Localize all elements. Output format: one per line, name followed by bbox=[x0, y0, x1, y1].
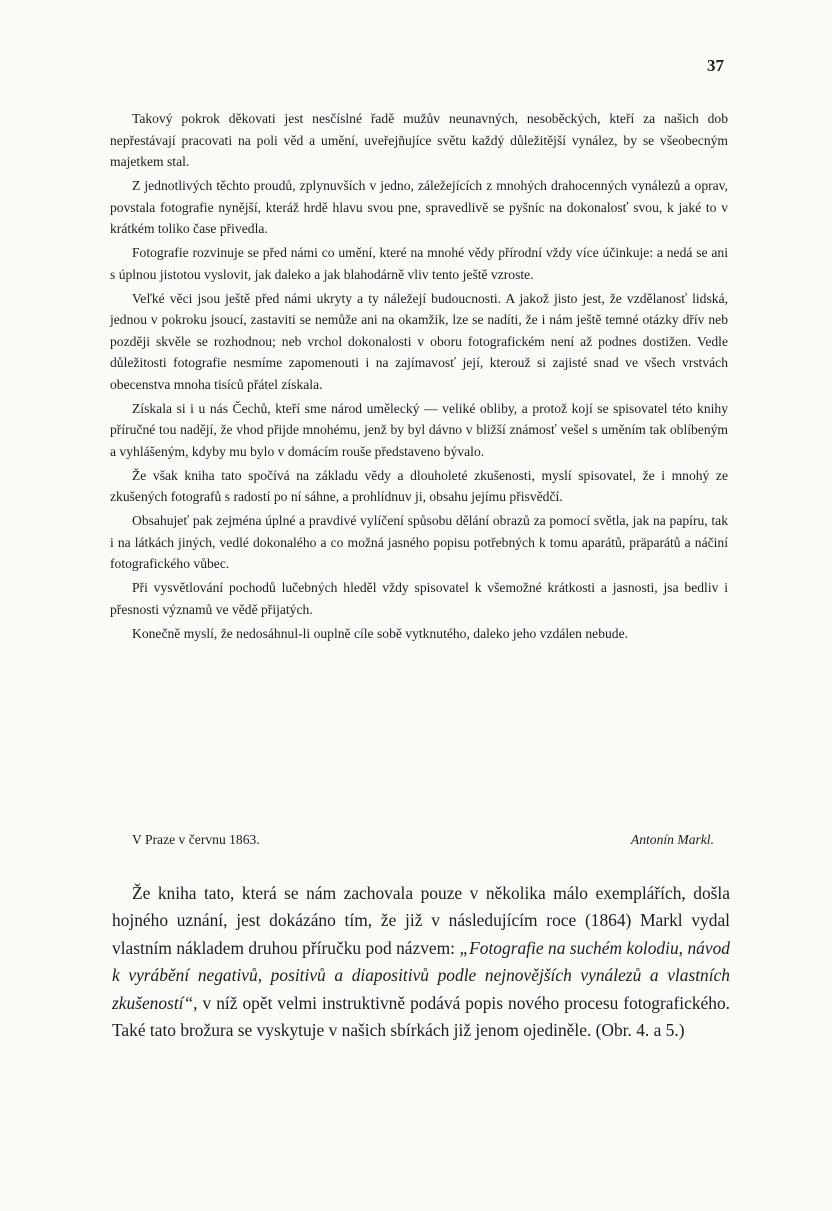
foreword-paragraph: Konečně myslí, že nedosáhnul-li ouplně cíle sobě vytknutého, daleko jeho vzdálen nebude. bbox=[132, 625, 629, 641]
foreword-paragraph: Fotografie rozvinuje se před námi co umění, které na mnohé vědy přírodní vždy více účinkuje: a nedá se ani s úplnou jistotou vyslovit, jak daleko a jak blahodárně vliv tento ještě vzroste. bbox=[110, 245, 728, 282]
page-number: 37 bbox=[707, 56, 724, 75]
commentary-paragraph bbox=[112, 880, 730, 1044]
foreword-paragraph: Veľké věci jsou ještě před námi ukryty a ty náležejí budoucnosti. A jakož jisto jest, že vzdělanosť lidská, jednou v pokroku jsoucí, zastaviti se nemůže ani na okamžik, lze se nadíti, že i nám ještě temné otázky dřív neb později skvěle se rozhodnou; neb vrchol dokonalosti v oboru fotografickém není až podnes dostižen. Vedle důležitosti fotografie nesmíme zapomenouti i na zajímavosť její, kterouž si zajisté snad ve všech vrstvách obecenstva mnoha tisíců přátel získala. bbox=[110, 290, 728, 392]
foreword-paragraph: Získala si i u nás Čechů, kteří sme národ umělecký — veliké obliby, a protož kojí se spisovatel této knihy příručné tou nadějí, že vhod přijde mnohému, jenž by byl dávno v bližší známosť vešel s uměním tak oblíbeným a vyhlášeným, kdyby mu bylo v domácím rouše představeno bývalo. bbox=[110, 400, 728, 459]
commentary-rest: , v níž opět velmi instruktivně podává popis nového procesu fotografického. Také tato brožura se vyskytuje v našich sbírkách již jenom ojediněle. (Obr. 4. a 5.) bbox=[112, 992, 730, 1041]
foreword-text bbox=[110, 108, 728, 647]
place-date: V Praze v červnu 1863. bbox=[132, 832, 260, 847]
foreword-paragraph: Při vysvětlování pochodů lučebných hleděl vždy spisovatel k všemožné krátkosti a jasnosti, jsa bedliv i přesnosti významů ve vědě přijatých. bbox=[110, 580, 728, 617]
author-signature: Antonín Markl. bbox=[630, 832, 714, 847]
foreword-paragraph: Že však kniha tato spočívá na základu vědy a dlouholeté zkušenosti, myslí spisovatel, že i mnohý ze zkušených fotografů s radostí po ní sáhne, a prohlídnuv ji, obsahu jejímu přisvědčí. bbox=[110, 467, 728, 504]
foreword-signoff bbox=[132, 832, 714, 848]
foreword-paragraph: Takový pokrok děkovati jest nesčíslné řadě mužův neunavných, nesoběckých, kteří za našich dob nepřestávají pracovati na poli věd a umění, uveřejňujíce světu každý důležitější vynález, by se všeobecným majetkem stal. bbox=[110, 111, 728, 169]
foreword-paragraph: Z jednotlivých těchto proudů, zplynuvších v jedno, záležejících z mnohých drahocenných vynálezů a oprav, povstala fotografie nynější, kteráž hrdě hlavu svou pne, spravedlivě se pyšníc na dokonalosť svou, k jaké to v krátkém toliko čase přivedla. bbox=[110, 178, 728, 236]
book-title: „Fotografie na suchém kolodiu, návod k vyrábění negativů, positivů a diapositivů podle nejnovějších vynálezů a vlastních zkušeností“ bbox=[112, 937, 730, 1013]
commentary-text bbox=[112, 880, 730, 1044]
commentary-intro: Že kniha tato, která se nám zachovala pouze v několika málo exemplářích, došla hojného uznání, jest dokázáno tím, že již v následujícím roce (1864) Markl vydal vlastním nákladem druhou příručku pod názvem: bbox=[112, 883, 730, 958]
foreword-paragraph: Obsahujeť pak zejména úplné a pravdivé vylíčení spůsobu dělání obrazů za pomocí světla, jak na papíru, tak i na látkách jiných, vedlé dokonalého a co možná jasného popisu potřebných k tomu aparátů, präparátů a náčiní fotografického vůbec. bbox=[110, 513, 728, 571]
